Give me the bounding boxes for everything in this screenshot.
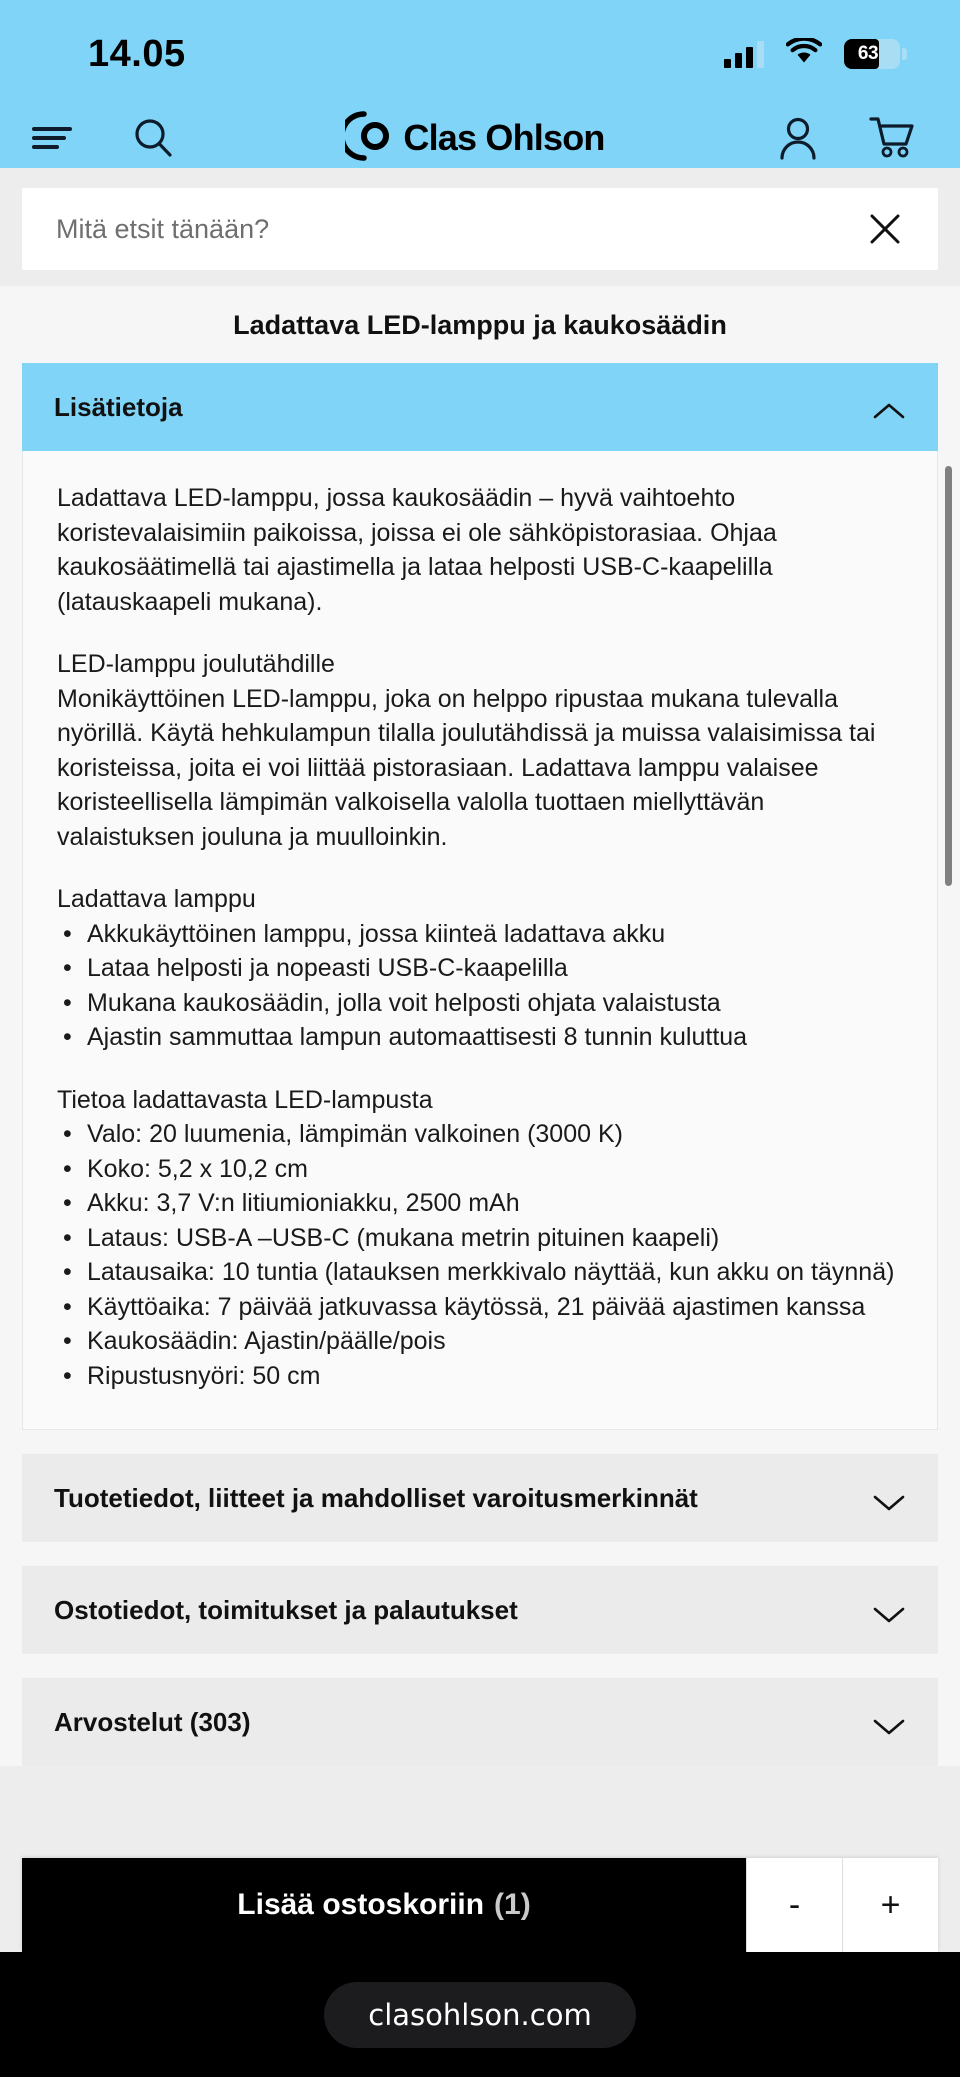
- cellular-signal-icon: [724, 40, 764, 68]
- search-icon[interactable]: [126, 111, 180, 165]
- status-time: 14.05: [88, 32, 186, 75]
- accordion-label: Tuotetiedot, liitteet ja mahdolliset varoitusmerkinnät: [54, 1482, 698, 1513]
- chevron-down-icon: [872, 1712, 906, 1732]
- browser-bottom-bar: [0, 1952, 960, 2077]
- accordion-label: Ostotiedot, toimitukset ja palautukset: [54, 1594, 518, 1625]
- status-indicators: [724, 38, 900, 70]
- search-bar-container: [0, 168, 960, 286]
- accordion-arvostelut: [22, 1678, 938, 1766]
- accordion-header-tuotetiedot[interactable]: [22, 1454, 938, 1542]
- accordion-lisatietoja: [22, 363, 938, 1430]
- close-x-icon[interactable]: [862, 206, 908, 252]
- vertical-scrollbar[interactable]: [945, 466, 952, 886]
- brand-name: Clas Ohlson: [403, 117, 605, 158]
- chevron-up-icon: [872, 397, 906, 417]
- cart-quantity: (1): [494, 1888, 531, 1921]
- list-item: • Lataa helposti ja nopeasti USB-C-kaapelilla: [57, 951, 903, 986]
- list-item: • Ripustusnyöri: 50 cm: [57, 1359, 903, 1394]
- list-item: • Kaukosäädin: Ajastin/päälle/pois: [57, 1324, 903, 1359]
- accordion-label: Arvostelut (303): [54, 1706, 251, 1737]
- page-title: Ladattava LED-lamppu ja kaukosäädin: [0, 286, 960, 363]
- list-item: • Valo: 20 luumenia, lämpimän valkoinen (3000 K): [57, 1117, 903, 1152]
- hamburger-menu-icon[interactable]: [24, 117, 82, 159]
- product-page: [0, 286, 960, 1766]
- search-bar[interactable]: [22, 188, 938, 270]
- user-account-icon[interactable]: [770, 109, 826, 167]
- accordion-tuotetiedot: [22, 1454, 938, 1542]
- status-bar: [0, 0, 960, 108]
- clas-ohlson-logo-icon: [345, 111, 391, 166]
- list-item: • Akkukäyttöinen lamppu, jossa kiinteä ladattava akku: [57, 917, 903, 952]
- url-bar[interactable]: clasohlson.com: [324, 1982, 635, 2048]
- list-item: • Latausaika: 10 tuntia (latauksen merkkivalo näyttää, kun akku on täynnä): [57, 1255, 903, 1290]
- add-to-cart-button[interactable]: [22, 1858, 746, 1952]
- accordion-header-arvostelut[interactable]: [22, 1678, 938, 1766]
- detail-section3-heading: Ladattava lamppu: [57, 885, 256, 913]
- add-to-cart-bar: [22, 1858, 938, 1952]
- list-item: • Koko: 5,2 x 10,2 cm: [57, 1152, 903, 1187]
- accordion-label: Lisätietoja: [54, 391, 183, 422]
- add-to-cart-label: Lisää ostoskoriin: [237, 1888, 485, 1921]
- battery-percent: 63: [857, 43, 879, 64]
- list-item: • Ajastin sammuttaa lampun automaattisesti 8 tunnin kuluttua: [57, 1020, 903, 1055]
- detail-intro: Ladattava LED-lamppu, jossa kaukosäädin – hyvä vaihtoehto koristevalaisimiin paikoissa, joissa ei ole sähköpistorasiaa. Ohjaa kaukosäätimellä tai ajastimella ja lataa helposti USB-C-kaapelilla (latauskaapeli mukana).: [57, 484, 777, 616]
- list-item: • Lataus: USB-A –USB-C (mukana metrin pituinen kaapeli): [57, 1221, 903, 1256]
- chevron-down-icon: [872, 1488, 906, 1508]
- accordion-header-ostotiedot[interactable]: [22, 1566, 938, 1654]
- accordion-ostotiedot: [22, 1566, 938, 1654]
- detail-section4-heading: Tietoa ladattavasta LED-lampusta: [57, 1085, 433, 1114]
- list-item: • Akku: 3,7 V:n litiumioniakku, 2500 mAh: [57, 1186, 903, 1221]
- accordion-body-lisatietoja: [22, 451, 938, 1430]
- brand-logo[interactable]: [345, 111, 604, 166]
- list-item: • Käyttöaika: 7 päivää jatkuvassa käytössä, 21 päivää ajastimen kanssa: [57, 1290, 903, 1325]
- spec-bullet-list: [57, 1117, 903, 1393]
- decrease-quantity-button[interactable]: -: [746, 1858, 842, 1952]
- list-item: • Mukana kaukosäädin, jolla voit helposti ohjata valaistusta: [57, 986, 903, 1021]
- increase-quantity-button[interactable]: +: [842, 1858, 938, 1952]
- accordion-header-lisatietoja[interactable]: [22, 363, 938, 451]
- site-header: [0, 108, 960, 168]
- search-input[interactable]: [56, 214, 862, 245]
- chevron-down-icon: [872, 1600, 906, 1620]
- detail-section2-body: Monikäyttöinen LED-lamppu, joka on helppo ripustaa mukana tulevalla nyörillä. Käytä hehkulampun tilalla joulutähdissä ja muissa valaisimissa tai koristeissa, joita ei voi liittää pistorasiaan. Ladattava lamppu valaisee koristeellisella lämpimän valkoisella valolla tuottaen miellyttävän valaistuksen jouluna ja muulloinkin.: [57, 684, 876, 851]
- feature-bullet-list: [57, 917, 903, 1055]
- battery-icon: [844, 39, 900, 69]
- detail-section2-heading: LED-lamppu joulutähdille: [57, 650, 335, 678]
- shopping-cart-icon[interactable]: [862, 109, 922, 167]
- wifi-icon: [786, 38, 822, 70]
